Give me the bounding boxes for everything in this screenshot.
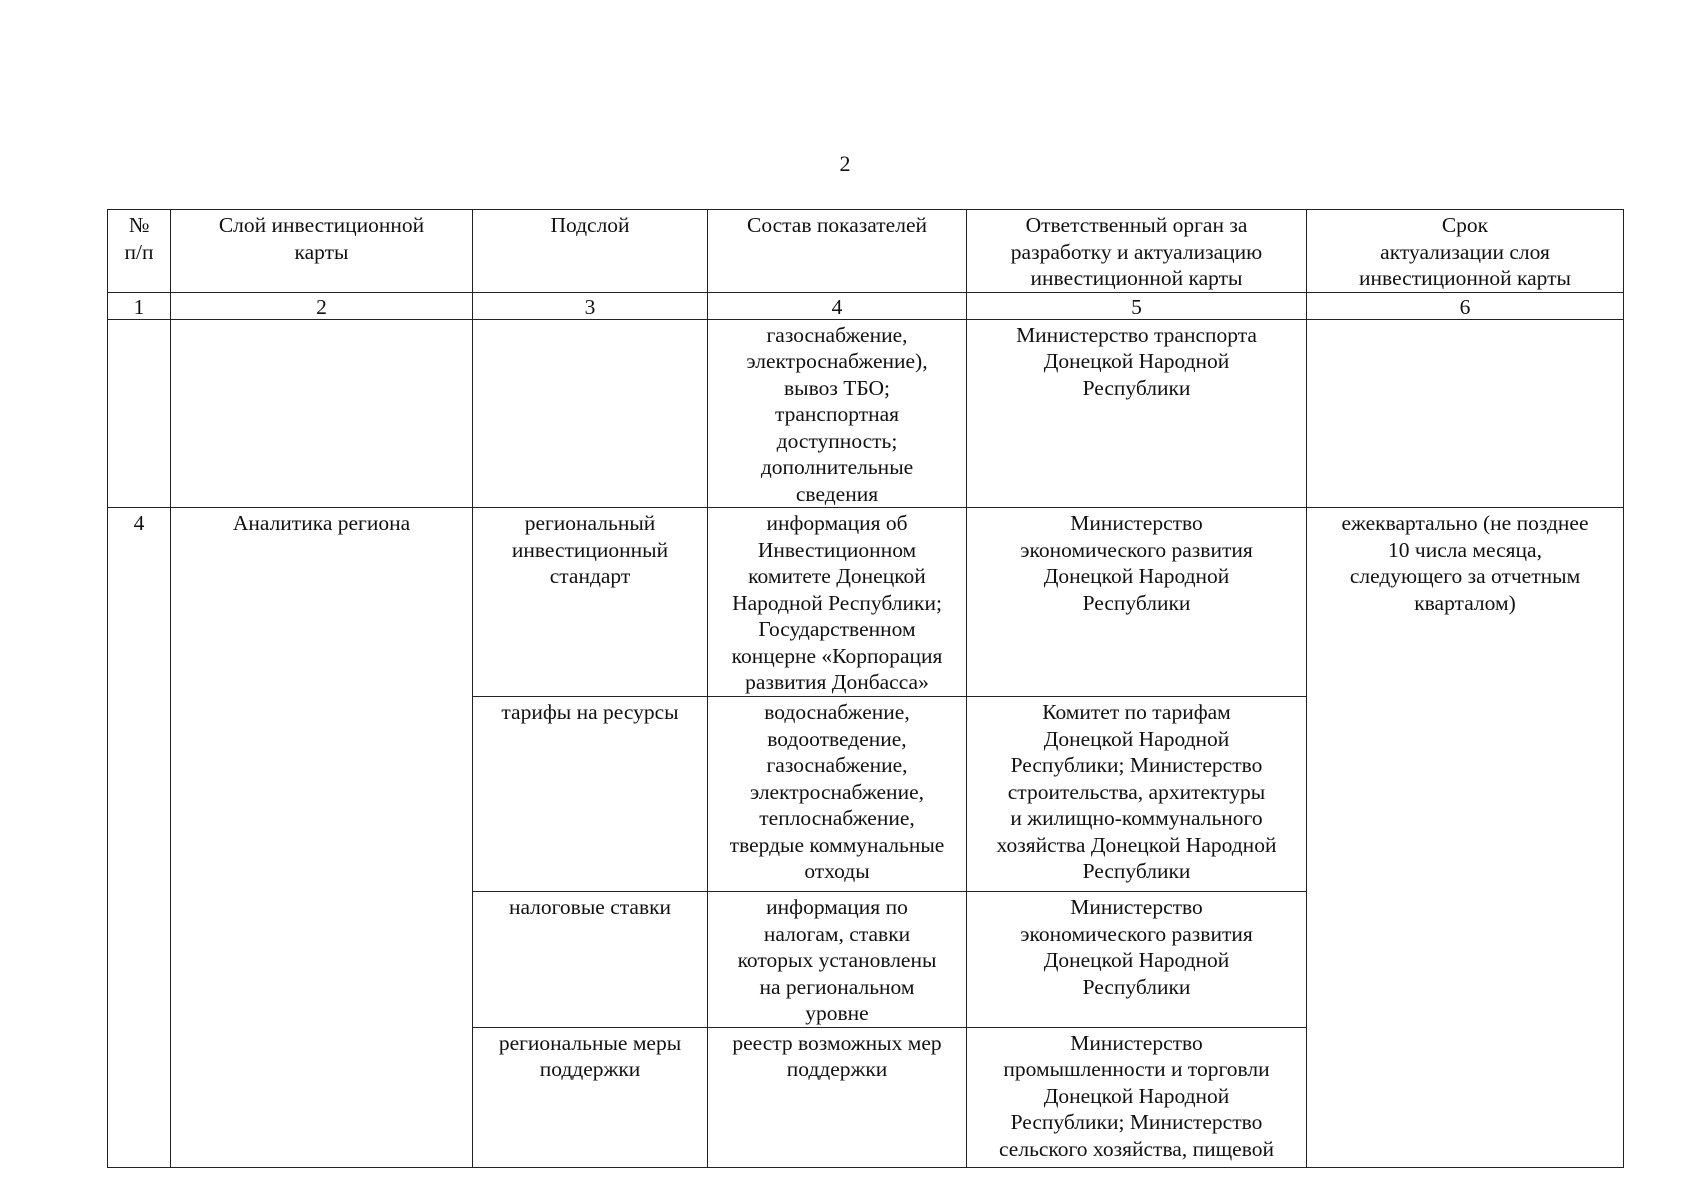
cell-indicators: информация по налогам, ставки которых установлены на региональном уровне bbox=[708, 892, 967, 1028]
header-indicators: Состав показателей bbox=[708, 210, 967, 293]
column-number: 6 bbox=[1307, 292, 1624, 319]
cell-layer: Аналитика региона bbox=[171, 508, 473, 1168]
cell-sublayer bbox=[473, 319, 708, 508]
column-number: 5 bbox=[967, 292, 1307, 319]
column-number: 4 bbox=[708, 292, 967, 319]
table-row bbox=[108, 508, 1624, 697]
page-number: 2 bbox=[839, 151, 851, 176]
column-number: 2 bbox=[171, 292, 473, 319]
investment-map-table bbox=[107, 209, 1624, 1168]
cell-responsible: Министерство экономического развития Донецкой Народной Республики bbox=[967, 892, 1307, 1028]
cell-deadline: ежеквартально (не позднее 10 числа месяца, следующего за отчетным кварталом) bbox=[1307, 508, 1624, 1168]
cell-indicators: реестр возможных мер поддержки bbox=[708, 1027, 967, 1167]
cell-indicators: водоснабжение, водоотведение, газоснабжение, электроснабжение, теплоснабжение, твердые коммунальные отходы bbox=[708, 697, 967, 892]
cell-indicators: газоснабжение, электроснабжение), вывоз ТБО; транспортная доступность; дополнительные сведения bbox=[708, 319, 967, 508]
cell-sublayer: тарифы на ресурсы bbox=[473, 697, 708, 892]
header-sublayer: Подслой bbox=[473, 210, 708, 293]
cell-responsible: Министерство экономического развития Донецкой Народной Республики bbox=[967, 508, 1307, 697]
cell-num bbox=[108, 319, 171, 508]
table-row bbox=[108, 319, 1624, 508]
cell-sublayer: региональные меры поддержки bbox=[473, 1027, 708, 1167]
cell-responsible: Министерство транспорта Донецкой Народной Республики bbox=[967, 319, 1307, 508]
column-number: 1 bbox=[108, 292, 171, 319]
table-header-row bbox=[108, 210, 1624, 293]
cell-responsible: Комитет по тарифам Донецкой Народной Республики; Министерство строительства, архитектуры и жилищно-коммунального хозяйства Донецкой Народной Республики bbox=[967, 697, 1307, 892]
cell-layer bbox=[171, 319, 473, 508]
column-number-row bbox=[108, 292, 1624, 319]
column-number: 3 bbox=[473, 292, 708, 319]
cell-responsible: Министерство промышленности и торговли Донецкой Народной Республики; Министерство сельского хозяйства, пищевой bbox=[967, 1027, 1307, 1167]
cell-deadline bbox=[1307, 319, 1624, 508]
header-deadline: Срок актуализации слоя инвестиционной карты bbox=[1307, 210, 1624, 293]
cell-sublayer: региональный инвестиционный стандарт bbox=[473, 508, 708, 697]
cell-indicators: информация об Инвестиционном комитете Донецкой Народной Республики; Государственном концерне «Корпорация развития Донбасса» bbox=[708, 508, 967, 697]
header-layer: Слой инвестиционной карты bbox=[171, 210, 473, 293]
header-responsible: Ответственный орган за разработку и актуализацию инвестиционной карты bbox=[967, 210, 1307, 293]
header-num: № п/п bbox=[108, 210, 171, 293]
cell-sublayer: налоговые ставки bbox=[473, 892, 708, 1028]
cell-num: 4 bbox=[108, 508, 171, 1168]
